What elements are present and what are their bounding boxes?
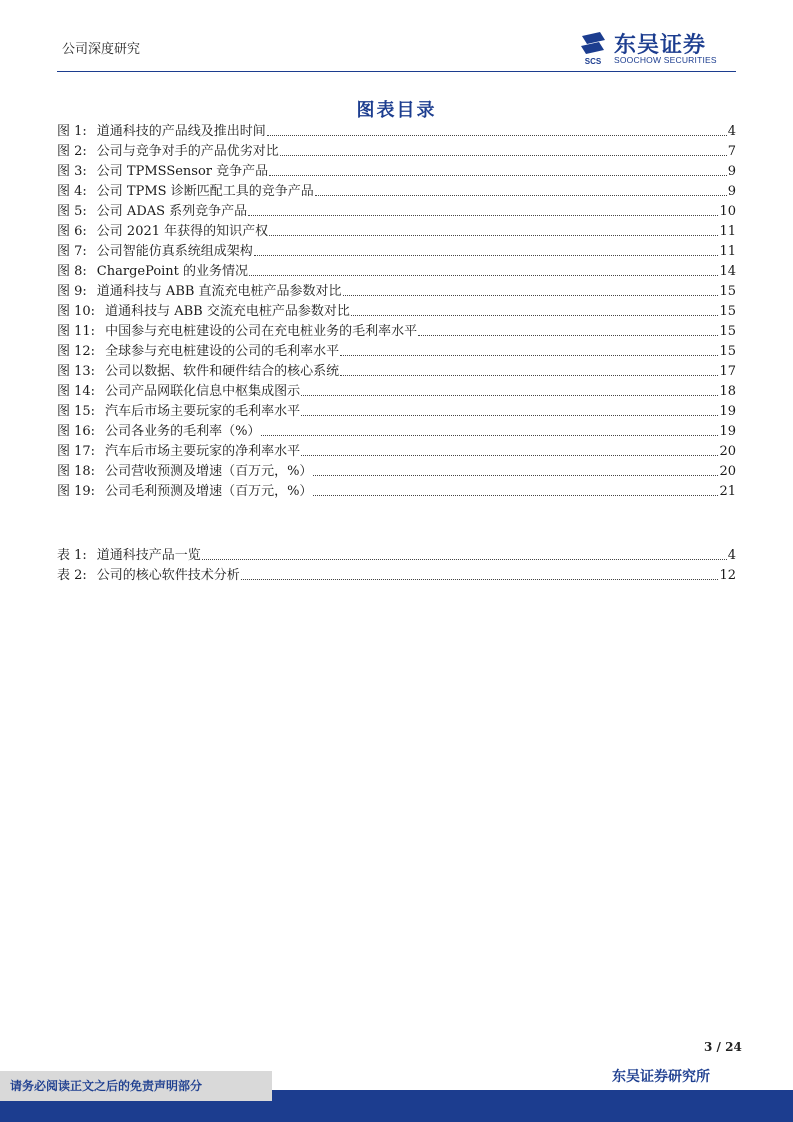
figure-entry[interactable] (57, 362, 736, 382)
entry-title: 公司各业务的毛利率（%） (105, 424, 261, 439)
entry-label: 图 8: (57, 264, 87, 279)
figure-entry[interactable] (57, 462, 736, 482)
dot-leader (313, 482, 718, 496)
table-list (57, 546, 736, 586)
entry-label: 图 19: (57, 484, 96, 499)
figure-entry[interactable] (57, 442, 736, 462)
company-logo (578, 28, 738, 68)
dot-leader (301, 402, 718, 416)
report-type-label: 公司深度研究 (62, 42, 141, 57)
entry-title: 公司与竞争对手的产品优劣对比 (96, 144, 279, 159)
entry-page: 15 (719, 284, 736, 299)
footer-institute: 东吴证券研究所 (612, 1069, 710, 1085)
figure-entry[interactable] (57, 182, 736, 202)
entry-label: 图 6: (57, 224, 87, 239)
header-divider (57, 71, 736, 72)
figure-entry[interactable] (57, 162, 736, 182)
entry-label: 图 14: (57, 384, 96, 399)
dot-leader (343, 282, 719, 296)
figure-entry[interactable] (57, 422, 736, 442)
entry-title: 公司毛利预测及增速（百万元，%） (105, 484, 313, 499)
entry-page: 9 (727, 184, 736, 199)
dot-leader (301, 382, 718, 396)
entry-title: 汽车后市场主要玩家的毛利率水平 (105, 404, 301, 419)
dot-leader (249, 262, 718, 276)
figure-entry[interactable] (57, 122, 736, 142)
disclaimer-notice: 请务必阅读正文之后的免责声明部分 (0, 1071, 272, 1101)
entry-title: 公司 TPMSSensor 竞争产品 (96, 164, 269, 179)
entry-page: 21 (719, 484, 736, 499)
entry-page: 4 (727, 124, 736, 139)
entry-title: 公司以数据、软件和硬件结合的核心系统 (105, 364, 340, 379)
entry-page: 20 (719, 464, 736, 479)
dot-leader (267, 122, 727, 136)
entry-label: 图 12: (57, 344, 96, 359)
dot-leader (269, 222, 718, 236)
entry-title: 道通科技产品一览 (96, 548, 201, 563)
entry-page: 4 (727, 548, 736, 563)
entry-label: 表 2: (57, 568, 87, 583)
entry-title: 公司 TPMS 诊断匹配工具的竞争产品 (96, 184, 314, 199)
figure-entry[interactable] (57, 322, 736, 342)
dot-leader (280, 142, 727, 156)
dot-leader (269, 162, 727, 176)
figure-entry[interactable] (57, 202, 736, 222)
entry-page: 17 (719, 364, 736, 379)
entry-title: 全球参与充电桩建设的公司的毛利率水平 (105, 344, 340, 359)
dot-leader (340, 342, 718, 356)
entry-label: 图 2: (57, 144, 87, 159)
scs-logo-icon (578, 30, 608, 66)
entry-label: 图 10: (57, 304, 96, 319)
entry-page: 11 (719, 244, 736, 259)
entry-page: 10 (719, 204, 736, 219)
logo-name-en: SOOCHOW SECURITIES (614, 55, 717, 65)
entry-page: 19 (719, 424, 736, 439)
dot-leader (301, 442, 718, 456)
entry-label: 图 7: (57, 244, 87, 259)
entry-page: 18 (719, 384, 736, 399)
entry-page: 15 (719, 344, 736, 359)
entry-page: 12 (719, 568, 736, 583)
dot-leader (261, 422, 718, 436)
entry-title: 汽车后市场主要玩家的净利率水平 (105, 444, 301, 459)
entry-label: 图 16: (57, 424, 96, 439)
entry-label: 图 13: (57, 364, 96, 379)
figure-entry[interactable] (57, 142, 736, 162)
dot-leader (313, 462, 718, 476)
figure-entry[interactable] (57, 222, 736, 242)
entry-title: 公司的核心软件技术分析 (96, 568, 240, 583)
entry-label: 表 1: (57, 548, 87, 563)
logo-mark-text: SCS (584, 57, 602, 66)
figure-entry[interactable] (57, 302, 736, 322)
entry-title: 公司产品网联化信息中枢集成图示 (105, 384, 301, 399)
entry-page: 15 (719, 324, 736, 339)
entry-page: 15 (719, 304, 736, 319)
entry-title: 公司 ADAS 系列竞争产品 (96, 204, 248, 219)
dot-leader (248, 202, 718, 216)
entry-label: 图 5: (57, 204, 87, 219)
entry-page: 7 (727, 144, 736, 159)
table-entry[interactable] (57, 546, 736, 566)
entry-label: 图 9: (57, 284, 87, 299)
entry-label: 图 11: (57, 324, 96, 339)
entry-page: 14 (719, 264, 736, 279)
entry-label: 图 18: (57, 464, 96, 479)
entry-label: 图 3: (57, 164, 87, 179)
entry-label: 图 1: (57, 124, 87, 139)
page-number: 3 / 24 (704, 1040, 742, 1054)
dot-leader (202, 546, 727, 560)
figure-entry[interactable] (57, 382, 736, 402)
entry-title: 中国参与充电桩建设的公司在充电桩业务的毛利率水平 (105, 324, 418, 339)
entry-title: 公司营收预测及增速（百万元，%） (105, 464, 313, 479)
entry-title: 道通科技的产品线及推出时间 (96, 124, 266, 139)
entry-page: 11 (719, 224, 736, 239)
entry-label: 图 15: (57, 404, 96, 419)
dot-leader (315, 182, 727, 196)
dot-leader (351, 302, 719, 316)
figure-entry[interactable] (57, 482, 736, 502)
figure-entry[interactable] (57, 242, 736, 262)
entry-label: 图 4: (57, 184, 87, 199)
entry-page: 9 (727, 164, 736, 179)
figure-entry[interactable] (57, 262, 736, 282)
toc-title: 图表目录 (356, 100, 437, 121)
dot-leader (254, 242, 719, 256)
entry-title: 公司 2021 年获得的知识产权 (96, 224, 269, 239)
figure-entry[interactable] (57, 402, 736, 422)
dot-leader (241, 566, 719, 580)
entry-page: 20 (719, 444, 736, 459)
entry-title: 道通科技与 ABB 交流充电桩产品参数对比 (105, 304, 350, 319)
entry-title: 公司智能仿真系统组成架构 (96, 244, 253, 259)
entry-title: ChargePoint 的业务情况 (96, 264, 249, 279)
entry-page: 19 (719, 404, 736, 419)
table-entry[interactable] (57, 566, 736, 586)
dot-leader (418, 322, 718, 336)
figure-list (57, 122, 736, 502)
dot-leader (340, 362, 718, 376)
entry-title: 道通科技与 ABB 直流充电桩产品参数对比 (96, 284, 342, 299)
figure-entry[interactable] (57, 282, 736, 302)
figure-entry[interactable] (57, 342, 736, 362)
logo-name-cn: 东吴证券 (614, 33, 707, 58)
entry-label: 图 17: (57, 444, 96, 459)
